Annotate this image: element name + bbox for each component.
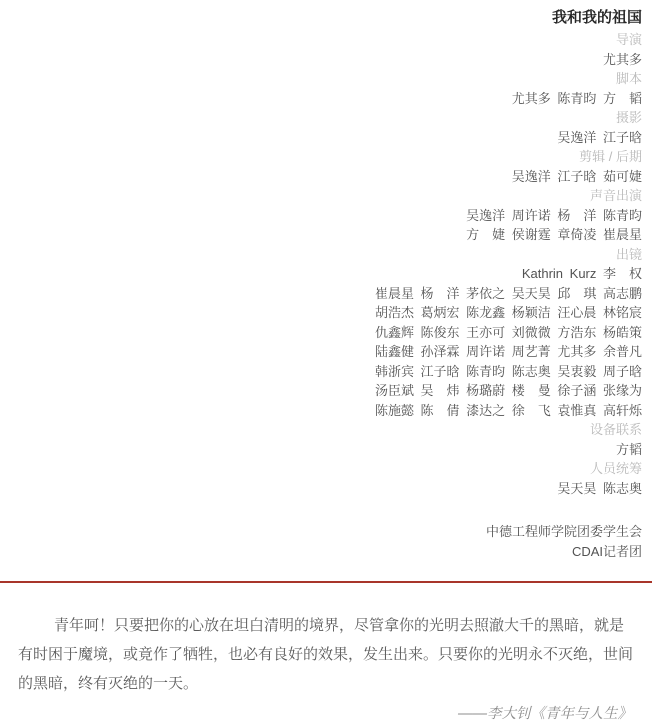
credit-names-line: 仇鑫辉 陈俊东 王亦可 刘微微 方浩东 杨皓策 (374, 324, 642, 340)
credit-role-label: 摄影 (615, 110, 642, 125)
credit-names-line: 崔晨星 杨 洋 茅依之 吴天昊 邱 琪 高志鹏 (374, 285, 642, 301)
quote-block (0, 611, 652, 726)
credit-names-line: 胡浩杰 葛炳宏 陈龙鑫 杨颖洁 汪心晨 林铭宸 (374, 305, 642, 320)
film-title: 我和我的祖国 (551, 9, 642, 26)
quote-attribution: ——李大钊《青年与人生》 (458, 706, 632, 722)
credit-names-line: 陈施懿 陈 倩 漆达之 徐 飞 袁惟真 高轩烁 (374, 402, 642, 418)
credit-names-line: 尤其多 (602, 51, 642, 67)
credit-role-label: 脚本 (615, 71, 642, 86)
credit-role-label: 出镜 (615, 246, 642, 262)
quote-line: 的黑暗，终有灭绝的一天。 (18, 675, 199, 692)
credit-role-label: 导演 (615, 32, 642, 47)
credit-names-line: 韩浙宾 江子晗 陈青昀 陈志奥 吴衷毅 周子晗 (374, 363, 642, 379)
quote-line: 有时困于魔境，或竟作了牺牲，也必有良好的效果，发生出来。只要你的光明永不灭绝，世间 (18, 646, 634, 663)
credit-names-line: 方 婕 侯谢霆 章倚凌 崔晨星 (466, 227, 642, 242)
credit-org-line: 中德工程师学院团委学生会 (485, 524, 642, 539)
credit-names-line: 吴天昊 陈志奥 (557, 480, 642, 496)
credit-lines (0, 30, 642, 561)
credit-role-label: 剪辑 / 后期 (579, 149, 642, 164)
credit-names-line: 吴逸洋 江子晗 茹可婕 (511, 168, 642, 184)
credit-names-line: 方韬 (615, 441, 642, 457)
quote-paragraph (18, 611, 632, 698)
credit-names-line: 陆鑫健 孙泽霖 周许诺 周艺菁 尤其多 余普凡 (374, 344, 642, 359)
credit-role-label: 设备联系 (589, 422, 642, 437)
credit-names-line: 吴逸洋 江子晗 (557, 129, 642, 145)
credit-names-line: 汤臣斌 吴 炜 杨璐蔚 楼 曼 徐子涵 张缘为 (374, 383, 642, 398)
credit-org-line: CDAI记者团 (571, 543, 642, 559)
quote-line: 青年呵！只要把你的心放在坦白清明的境界，尽管拿你的光明去照澈大千的黑暗，就是 (54, 617, 625, 634)
red-divider (0, 581, 652, 583)
credit-role-label: 人员统筹 (589, 461, 642, 476)
credit-names-line: 尤其多 陈青昀 方 韬 (511, 90, 642, 106)
credit-role-label: 声音出演 (589, 188, 642, 203)
credit-gap (0, 498, 642, 522)
credit-names-line: 吴逸洋 周许诺 杨 洋 陈青昀 (466, 207, 642, 223)
credit-names-line: Kathrin Kurz 李 权 (521, 266, 642, 281)
